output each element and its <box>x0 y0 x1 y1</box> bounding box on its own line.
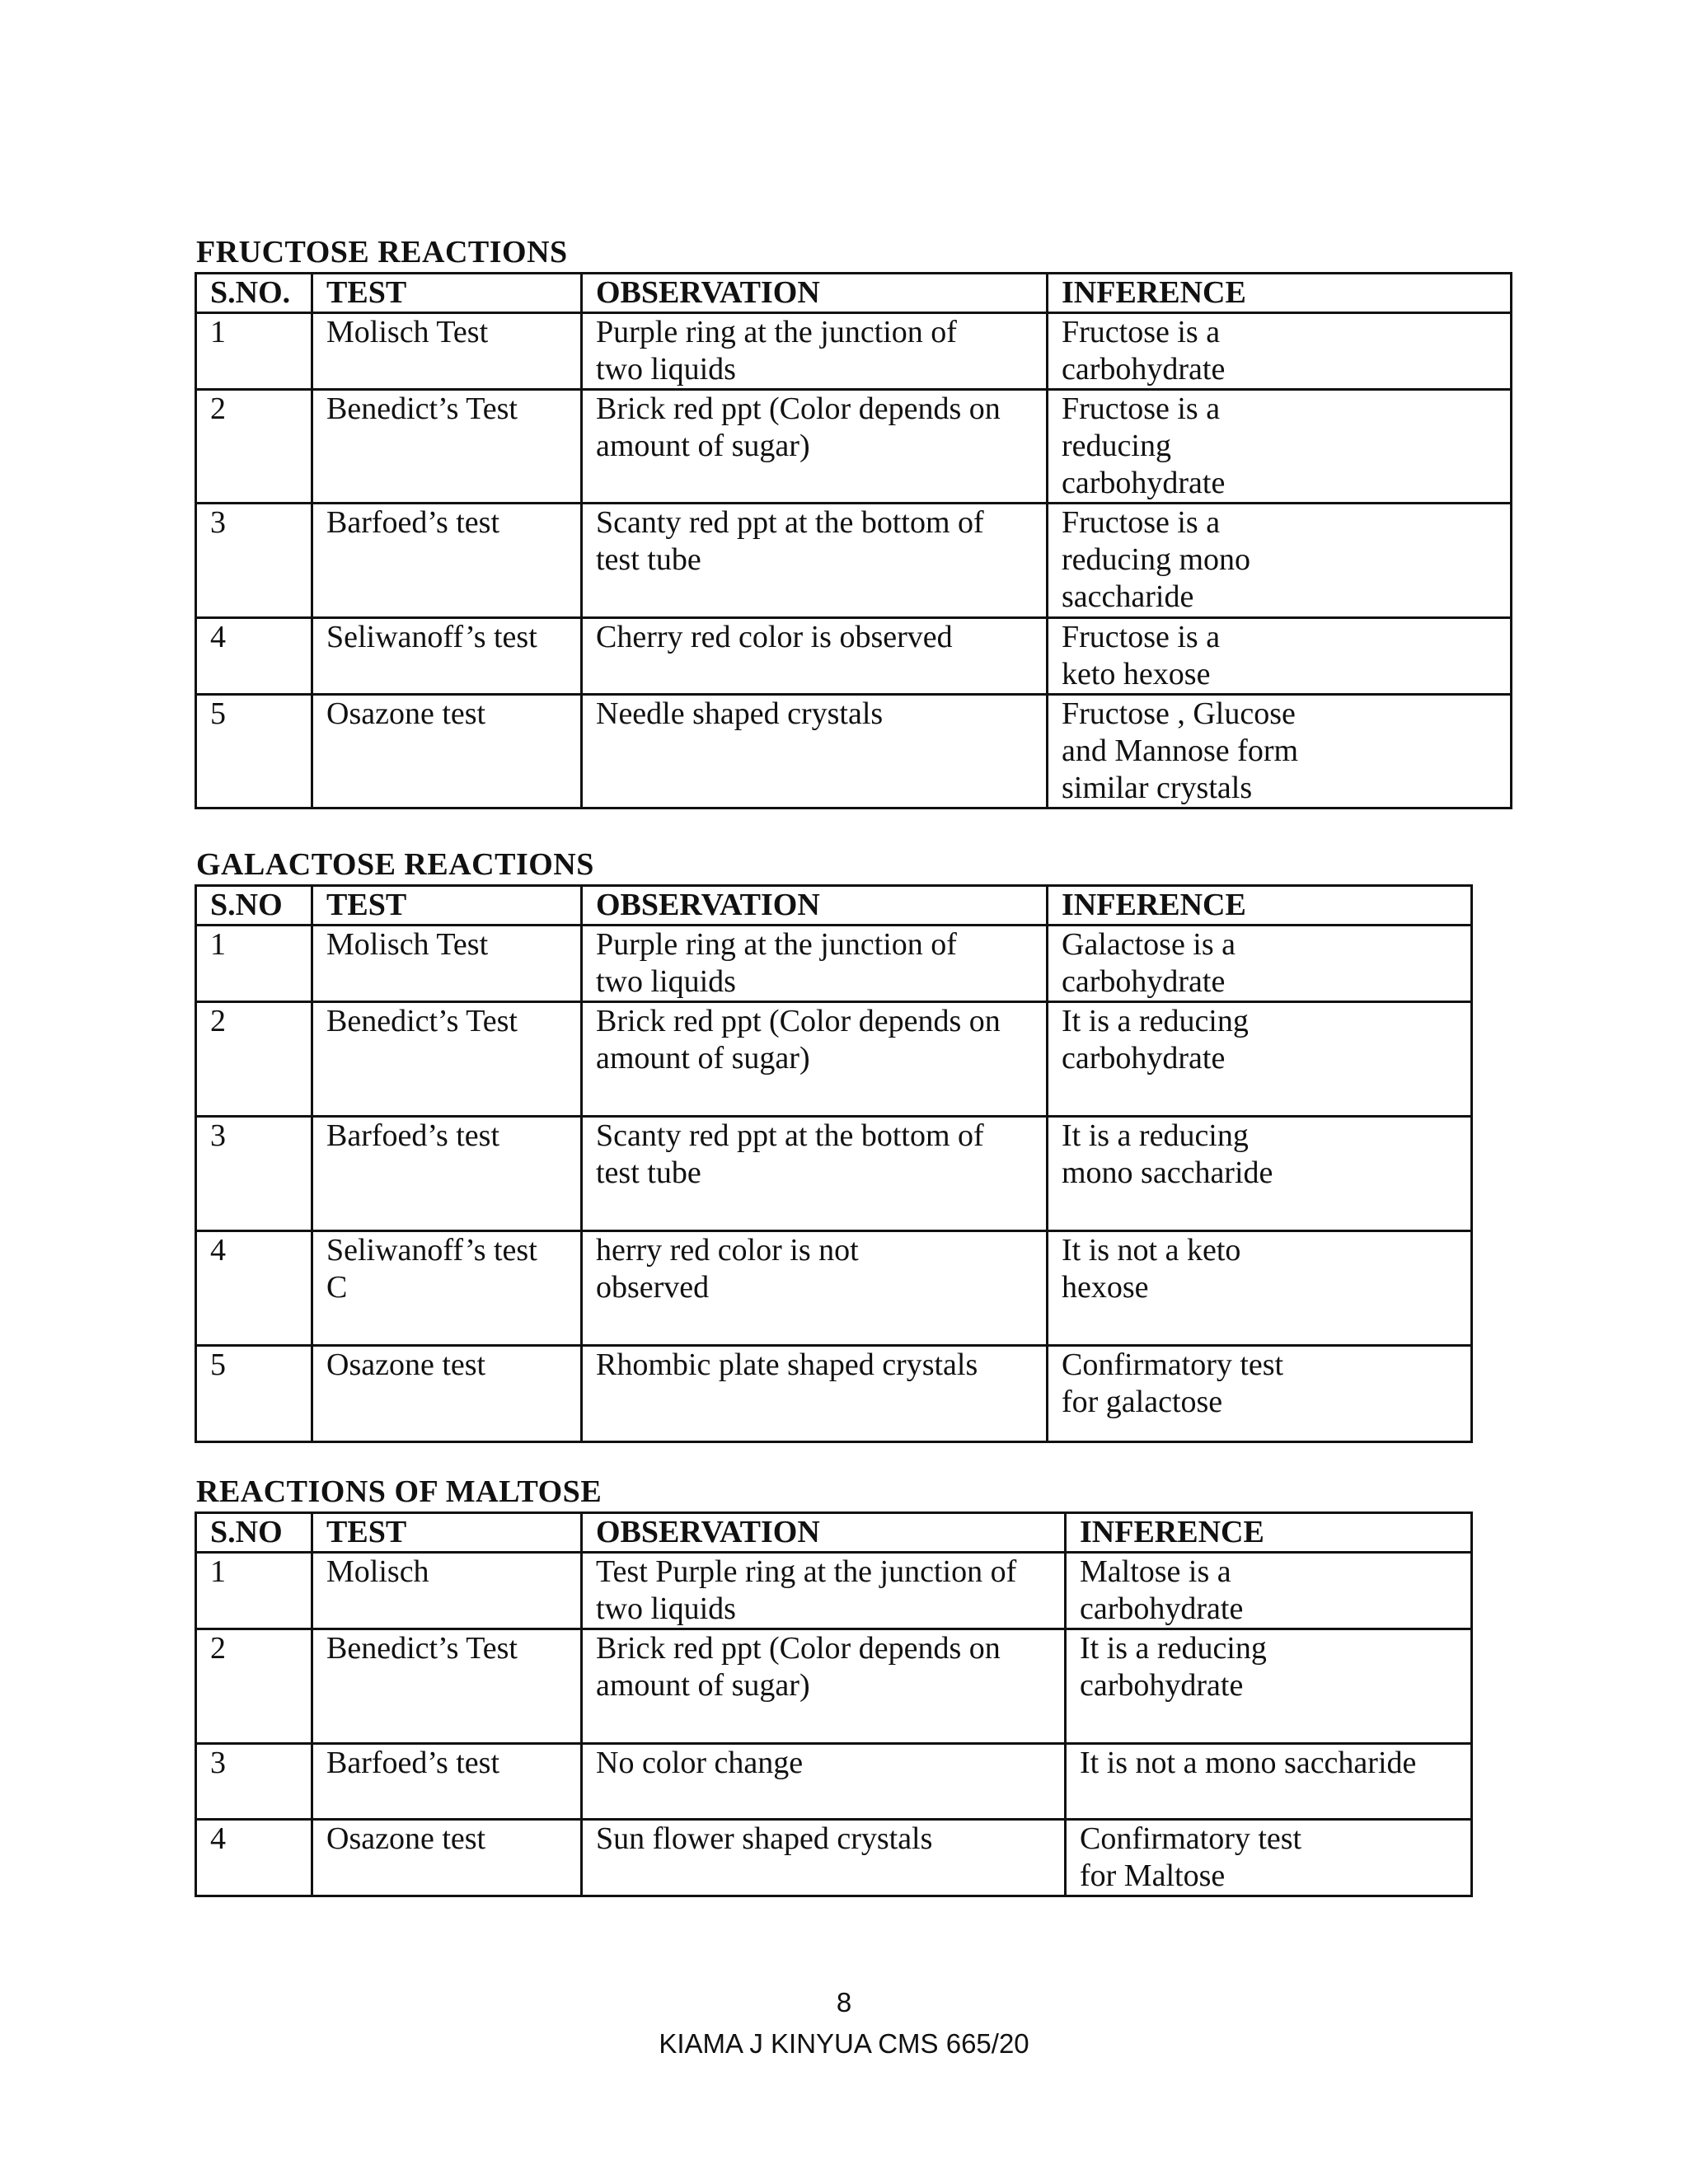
table-header-row <box>196 274 1512 313</box>
header-test: TEST <box>312 886 582 926</box>
cell-sno: 4 <box>196 1231 312 1346</box>
cell-observation: No color change <box>582 1744 1066 1820</box>
cell-inference: It is a reducing carbohydrate <box>1066 1629 1472 1744</box>
cell-observation: Rhombic plate shaped crystals <box>582 1346 1048 1442</box>
cell-test: Benedict’s Test <box>312 1002 582 1117</box>
cell-observation: Scanty red ppt at the bottom of test tube <box>582 1117 1048 1231</box>
header-observation: OBSERVATION <box>582 274 1048 313</box>
cell-test: Osazone test <box>312 695 582 808</box>
table-row <box>196 695 1512 808</box>
cell-observation: Purple ring at the junction of two liquids <box>582 313 1048 390</box>
cell-inference: Fructose , Glucose and Mannose form similar crystals <box>1048 695 1512 808</box>
table-row <box>196 618 1512 695</box>
header-inference: INFERENCE <box>1048 274 1512 313</box>
cell-observation: Sun flower shaped crystals <box>582 1820 1066 1896</box>
fructose-table <box>195 272 1512 809</box>
maltose-table <box>195 1511 1473 1897</box>
header-observation: OBSERVATION <box>582 1513 1066 1553</box>
table-header-row <box>196 1513 1472 1553</box>
cell-sno: 1 <box>196 1553 312 1629</box>
maltose-title: REACTIONS OF MALTOSE <box>196 1474 603 1509</box>
cell-observation: Brick red ppt (Color depends on amount of sugar) <box>582 1002 1048 1117</box>
cell-inference: Fructose is a reducing mono saccharide <box>1048 504 1512 618</box>
table-row <box>196 1002 1472 1117</box>
cell-sno: 4 <box>196 1820 312 1896</box>
cell-sno: 2 <box>196 1002 312 1117</box>
footer-author: KIAMA J KINYUA CMS 665/20 <box>659 2028 1029 2059</box>
cell-inference: Galactose is a carbohydrate <box>1048 926 1472 1002</box>
header-test: TEST <box>312 274 582 313</box>
cell-observation: Test Purple ring at the junction of two liquids <box>582 1553 1066 1629</box>
cell-sno: 5 <box>196 1346 312 1442</box>
header-sno: S.NO <box>196 886 312 926</box>
cell-inference: It is a reducing carbohydrate <box>1048 1002 1472 1117</box>
table-header-row <box>196 886 1472 926</box>
cell-observation: Needle shaped crystals <box>582 695 1048 808</box>
header-inference: INFERENCE <box>1048 886 1472 926</box>
header-sno: S.NO. <box>196 274 312 313</box>
table-row <box>196 1346 1472 1442</box>
table-row <box>196 1553 1472 1629</box>
cell-inference: It is not a keto hexose <box>1048 1231 1472 1346</box>
cell-observation: Cherry red color is observed <box>582 618 1048 695</box>
cell-inference: It is not a mono saccharide <box>1066 1744 1472 1820</box>
cell-test: Osazone test <box>312 1346 582 1442</box>
cell-test: Barfoed’s test <box>312 504 582 618</box>
cell-test: Seliwanoff’s test C <box>312 1231 582 1346</box>
cell-test: Osazone test <box>312 1820 582 1896</box>
cell-inference: Fructose is a reducing carbohydrate <box>1048 390 1512 504</box>
cell-observation: Brick red ppt (Color depends on amount of sugar) <box>582 390 1048 504</box>
cell-test: Molisch <box>312 1553 582 1629</box>
cell-observation: Brick red ppt (Color depends on amount of sugar) <box>582 1629 1066 1744</box>
table-row <box>196 313 1512 390</box>
cell-observation: herry red color is not observed <box>582 1231 1048 1346</box>
cell-inference: Confirmatory test for Maltose <box>1066 1820 1472 1896</box>
cell-sno: 1 <box>196 313 312 390</box>
table-row <box>196 504 1512 618</box>
cell-sno: 3 <box>196 504 312 618</box>
header-inference: INFERENCE <box>1066 1513 1472 1553</box>
cell-test: Molisch Test <box>312 926 582 1002</box>
header-observation: OBSERVATION <box>582 886 1048 926</box>
cell-observation: Scanty red ppt at the bottom of test tube <box>582 504 1048 618</box>
cell-sno: 1 <box>196 926 312 1002</box>
galactose-table <box>195 884 1473 1443</box>
table-row <box>196 1117 1472 1231</box>
page-number: 8 <box>836 1987 852 2018</box>
header-test: TEST <box>312 1513 582 1553</box>
galactose-title: GALACTOSE REACTIONS <box>196 847 594 882</box>
table-row <box>196 1629 1472 1744</box>
cell-sno: 5 <box>196 695 312 808</box>
cell-test: Benedict’s Test <box>312 390 582 504</box>
cell-inference: Fructose is a keto hexose <box>1048 618 1512 695</box>
table-row <box>196 926 1472 1002</box>
cell-sno: 3 <box>196 1117 312 1231</box>
cell-test: Barfoed’s test <box>312 1117 582 1231</box>
cell-test: Seliwanoff’s test <box>312 618 582 695</box>
cell-inference: It is a reducing mono saccharide <box>1048 1117 1472 1231</box>
cell-test: Molisch Test <box>312 313 582 390</box>
table-row <box>196 1820 1472 1896</box>
cell-sno: 4 <box>196 618 312 695</box>
fructose-title: FRUCTOSE REACTIONS <box>196 235 568 269</box>
cell-inference: Maltose is a carbohydrate <box>1066 1553 1472 1629</box>
cell-test: Benedict’s Test <box>312 1629 582 1744</box>
table-row <box>196 390 1512 504</box>
table-row <box>196 1231 1472 1346</box>
cell-sno: 2 <box>196 1629 312 1744</box>
cell-inference: Fructose is a carbohydrate <box>1048 313 1512 390</box>
cell-inference: Confirmatory test for galactose <box>1048 1346 1472 1442</box>
cell-test: Barfoed’s test <box>312 1744 582 1820</box>
cell-observation: Purple ring at the junction of two liquids <box>582 926 1048 1002</box>
table-row <box>196 1744 1472 1820</box>
header-sno: S.NO <box>196 1513 312 1553</box>
cell-sno: 2 <box>196 390 312 504</box>
cell-sno: 3 <box>196 1744 312 1820</box>
